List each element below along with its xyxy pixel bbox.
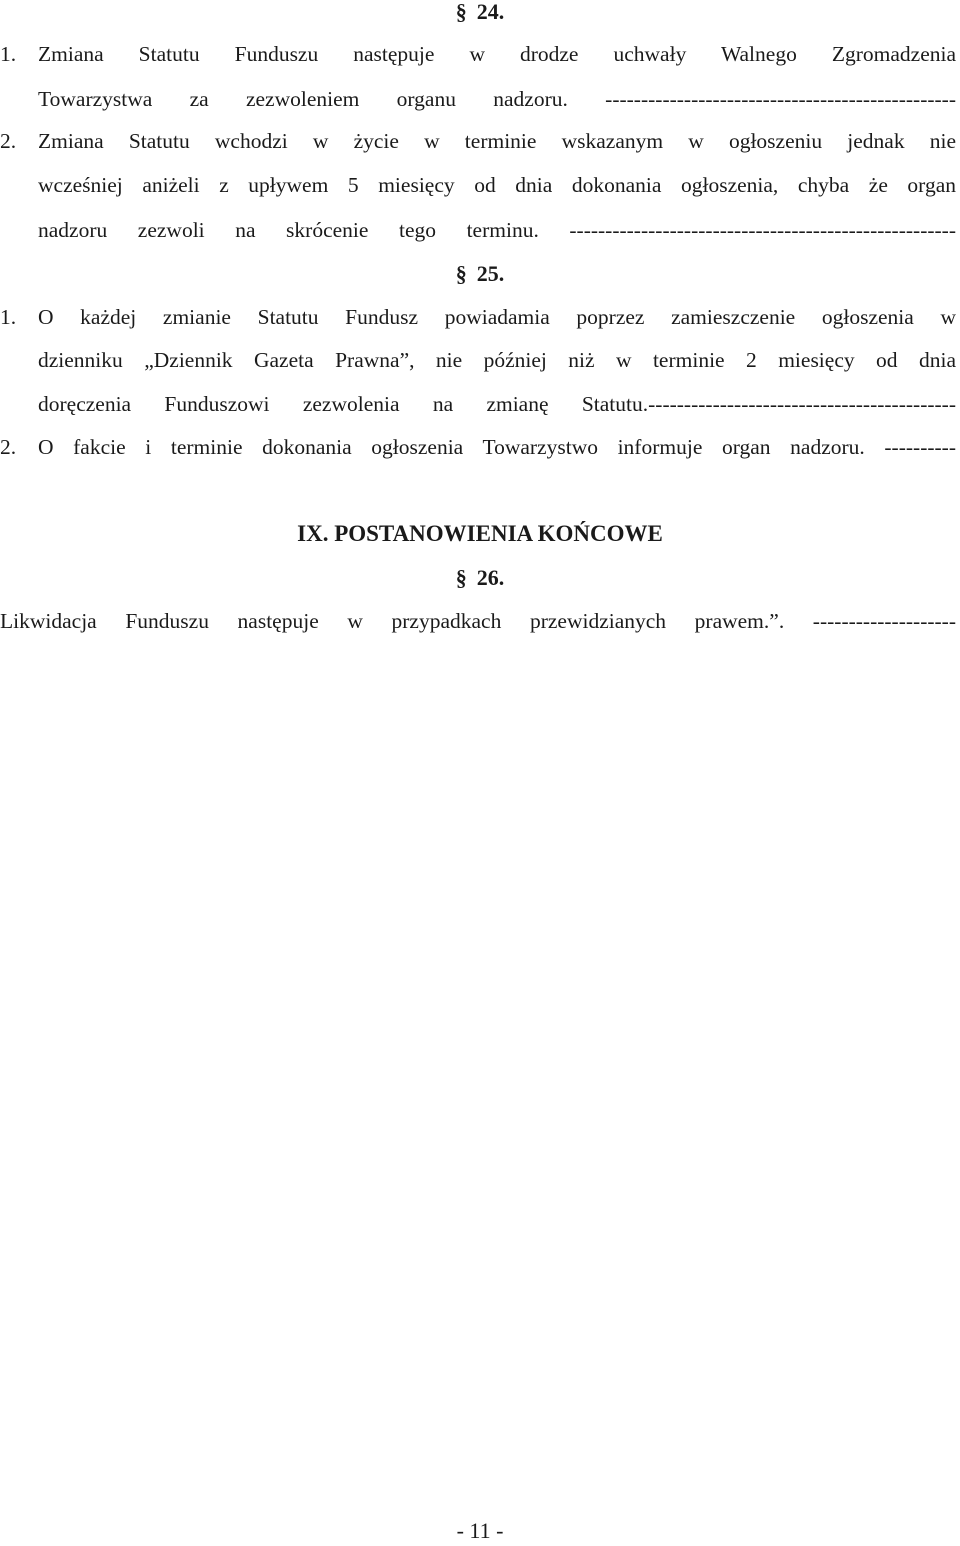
s24-p1-line1: Zmiana Statutu Funduszu następuje w drodze uchwały Walnego Zgromadzenia <box>38 42 956 66</box>
s25-p2-line1: O fakcie i terminie dokonania ogłoszenia Towarzystwo informuje organ nadzoru. ---------- <box>38 435 956 459</box>
section-number: 24. <box>476 0 505 24</box>
section-mark: § <box>455 565 467 590</box>
section-mark: § <box>455 0 467 24</box>
s24-p2-number: 2. <box>0 129 17 153</box>
s24-p2-line2: wcześniej aniżeli z upływem 5 miesięcy od dnia dokonania ogłoszenia, chyba że organ <box>38 173 956 197</box>
page-number: - 11 - <box>456 1518 504 1543</box>
section-number: 26. <box>476 565 505 590</box>
s25-p1-line3: doręczenia Funduszowi zezwolenia na zmianę Statutu.------------------------------------------- <box>38 392 956 416</box>
s24-p1-line2: Towarzystwa za zezwoleniem organu nadzoru. ------------------------------------------------- <box>38 87 956 111</box>
section-mark: § <box>455 261 467 286</box>
s25-p1-line1: O każdej zmianie Statutu Fundusz powiadamia poprzez zamieszczenie ogłoszenia w <box>38 305 956 329</box>
s26-line1: Likwidacja Funduszu następuje w przypadkach przewidzianych prawem.”. -------------------- <box>0 609 956 633</box>
s25-p2-number: 2. <box>0 435 17 459</box>
chapter-heading: IX. POSTANOWIENIA KOŃCOWE <box>297 521 663 546</box>
s24-p1-number: 1. <box>0 42 17 66</box>
section-number: 25. <box>476 261 505 286</box>
s24-p2-line3: nadzoru zezwoli na skrócenie tego terminu. ------------------------------------------------------ <box>38 218 956 242</box>
section-26-heading <box>0 563 960 593</box>
s25-p1-number: 1. <box>0 305 17 329</box>
section-24-heading <box>0 0 960 27</box>
s25-p1-line2: dzienniku „Dziennik Gazeta Prawna”, nie później niż w terminie 2 miesięcy od dnia <box>38 348 956 372</box>
s24-p2-line1: Zmiana Statutu wchodzi w życie w terminie wskazanym w ogłoszeniu jednak nie <box>38 129 956 153</box>
section-25-heading <box>0 259 960 289</box>
